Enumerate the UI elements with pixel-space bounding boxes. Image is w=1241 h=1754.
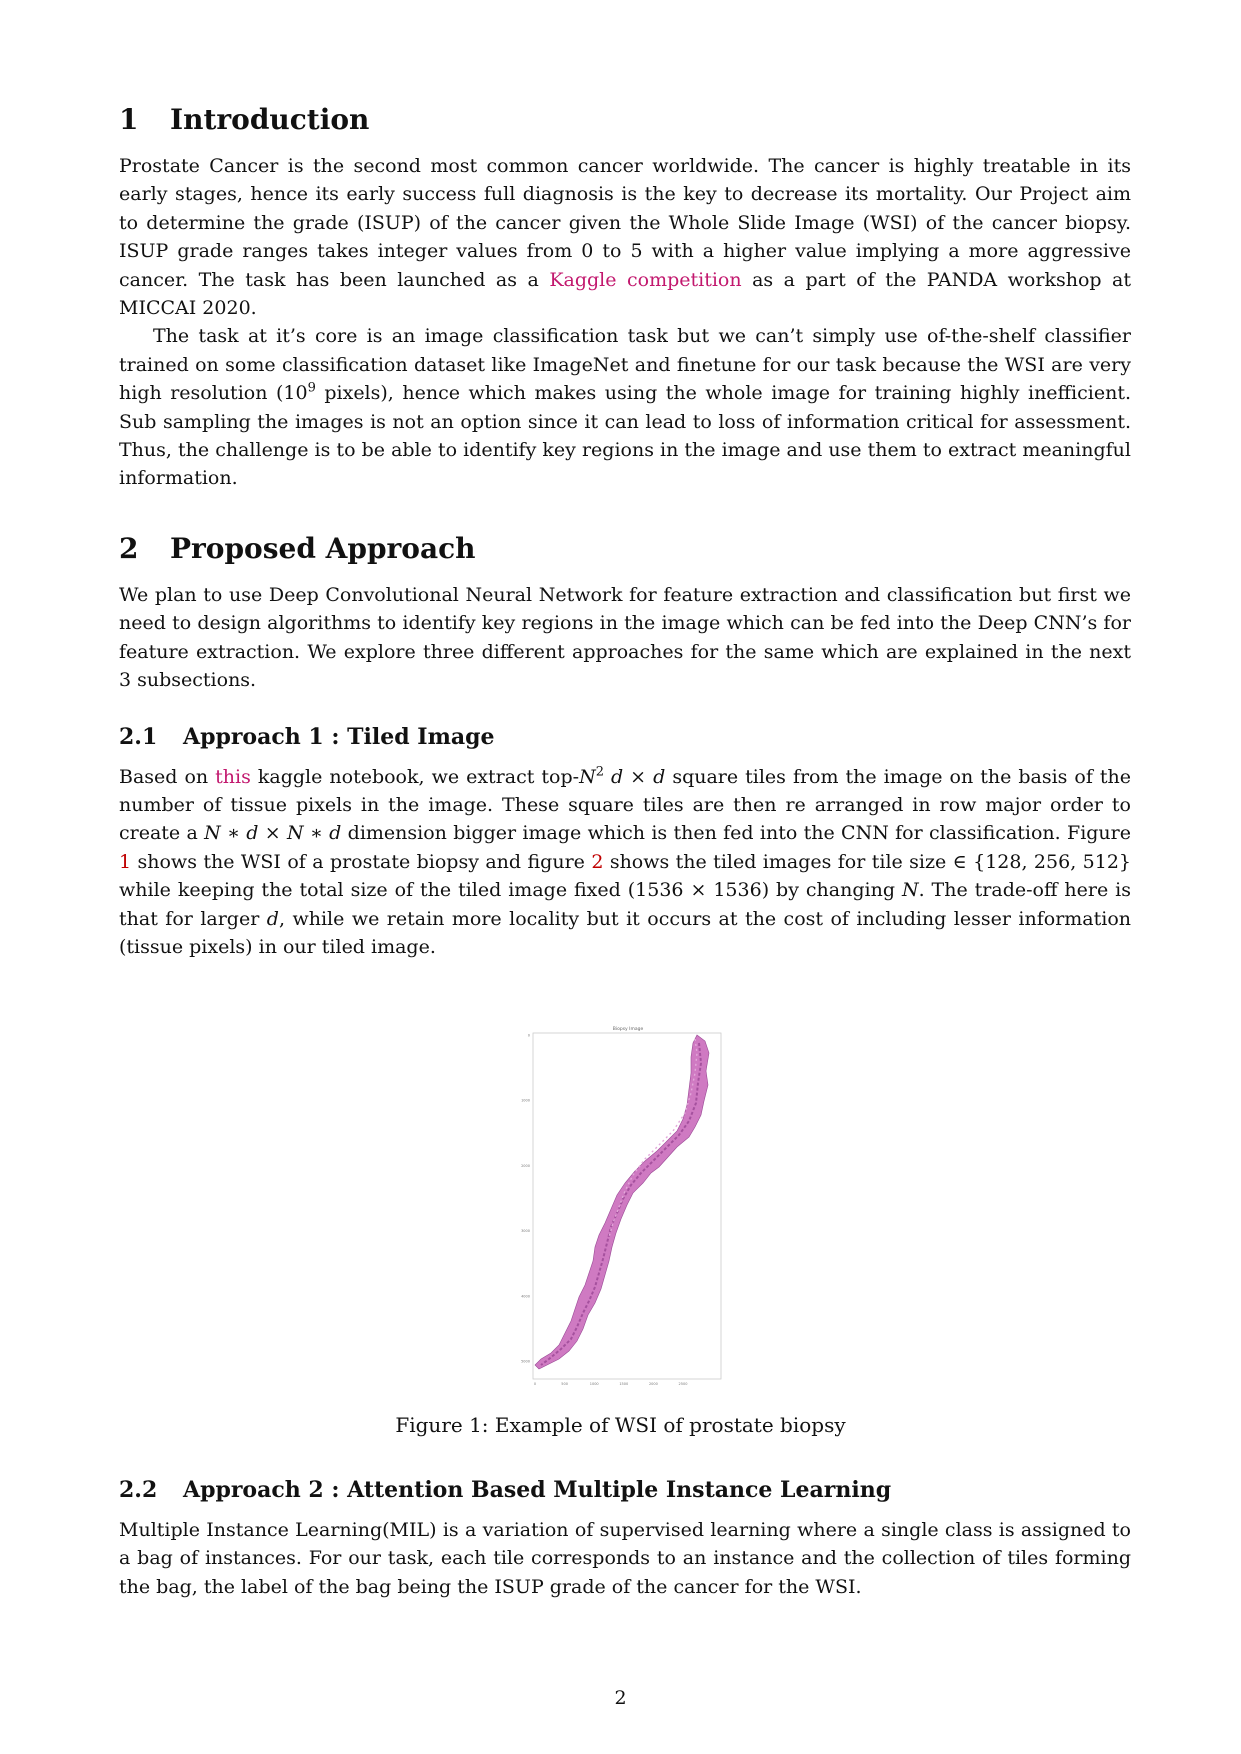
y-axis (521, 1034, 530, 1364)
text-run: dimension bigger image which is then fed into the CNN for classification. Figure (341, 822, 1131, 845)
intro-paragraph-2 (119, 322, 1131, 492)
text-run: shows the tiled images for tile size ∈ {128, 256, 512} while keeping the total size of the tiled image fixed (1536 × 1536) by changing (119, 850, 1131, 902)
subsection-2-2-block (119, 1474, 1131, 1601)
x-tick-label: 2000 (648, 1382, 658, 1386)
y-tick-label: 2000 (521, 1163, 530, 1168)
subsection-number: 2.1 (119, 723, 158, 750)
kaggle-competition-link[interactable]: Kaggle competition (549, 268, 742, 291)
text-run: shows the WSI of a prostate biopsy and figure (131, 850, 592, 873)
approach-paragraph: We plan to use Deep Convolutional Neural Network for feature extraction and classification but first we need to design algorithms to identify key regions in the image which can be fed into the Deep CNN’s for feature extraction. We explore three different approaches for the same which are explained in the next 3 subsections. (119, 583, 1131, 692)
tiled-image-paragraph (119, 763, 1131, 962)
x-tick-label: 1000 (589, 1382, 599, 1386)
text-run: square tiles from the image on the basis of the number of tissue pixels in the image. These square tiles are then re arranged in row major order to create a (119, 765, 1132, 845)
section-2-heading (119, 529, 1131, 569)
page-body (119, 100, 1131, 961)
intro-paragraph-1 (119, 152, 1131, 322)
x-tick-label: 1500 (619, 1382, 629, 1386)
superscript: 9 (307, 380, 316, 396)
y-tick-label: 1000 (521, 1098, 530, 1103)
math-N: N (579, 765, 596, 788)
subsection-2-1-heading (119, 721, 1131, 753)
text-run: Prostate Cancer is the second most common cancer worldwide. The cancer is highly treatable in its early stages, hence its early success full diagnosis is the key to decrease its mortality. Our Project aim to determine the grade (ISUP) of the cancer given the Whole Slide Image (WSI) of the cancer biopsy. ISUP grade ranges takes integer values from 0 to 5 with a higher value implying a more aggressive cancer. The task has been launched as a (119, 155, 1131, 291)
section-1-heading (119, 100, 1131, 140)
text-run: as a part of the PANDA workshop at MICCAI 2020. (119, 268, 1132, 320)
x-axis (534, 1382, 688, 1386)
biopsy-image-plot (513, 1023, 725, 1391)
text-run: Based on (119, 765, 216, 788)
math-d: d (266, 907, 279, 930)
x-tick-label: 2500 (678, 1382, 688, 1386)
section-title: Proposed Approach (170, 531, 476, 565)
x-tick-label: 0 (533, 1382, 537, 1386)
text-run: The task at it’s core is an image classification task but we can’t simply use of-the-shelf classifier trained on some classification dataset like ImageNet and finetune for our task because the WSI are very high resolution (10 (119, 325, 1131, 405)
y-tick-label: 3000 (521, 1229, 530, 1234)
subsection-number: 2.2 (119, 1477, 158, 1503)
math-d-by-d: d × d (611, 765, 666, 788)
text-run: . The trade-off here is that for larger (119, 879, 1131, 930)
x-tick-label: 500 (561, 1382, 568, 1386)
text-run: , while we retain more locality but it occurs at the cost of including lesser information (tissue pixels) in our tiled image. (119, 907, 1132, 958)
mil-paragraph: Multiple Instance Learning(MIL) is a variation of supervised learning where a single class is assigned to a bag of instances. For our task, each tile corresponds to an instance and the collection of tiles forming the bag, the label of the bag being the ISUP grade of the cancer for the WSI. (119, 1519, 1131, 1598)
y-tick-label: 0 (527, 1033, 530, 1038)
subsection-2-2-heading (119, 1474, 1131, 1506)
figure-1-ref[interactable]: 1 (119, 850, 132, 873)
text-run: pixels), hence which makes using the whole image for training highly inefficient. Sub sampling the images is not an option since it can lead to loss of information critical for assessment. Thus, the challenge is to be able to identify key regions in the image and use them to extract meaningful information. (119, 382, 1131, 490)
kaggle-notebook-link[interactable]: this (215, 765, 251, 788)
figure-1 (513, 1023, 725, 1391)
text-run: kaggle notebook, we extract top- (250, 765, 580, 788)
figure-2-ref[interactable]: 2 (591, 850, 604, 873)
y-tick-label: 4000 (521, 1294, 530, 1299)
figure-1-caption: Figure 1: Example of WSI of prostate biopsy (395, 1413, 846, 1437)
section-title: Introduction (170, 103, 370, 136)
math-N: N (901, 879, 919, 902)
math-dimension: N ∗ d × N ∗ d (204, 822, 342, 845)
section-number: 1 (119, 103, 139, 136)
y-tick-label: 5000 (521, 1359, 530, 1364)
subsection-title: Approach 1 : Tiled Image (183, 723, 495, 750)
section-number: 2 (119, 531, 139, 565)
subsection-title: Approach 2 : Attention Based Multiple Instance Learning (183, 1477, 892, 1503)
plot-title: Biopsy Image (612, 1027, 644, 1032)
superscript: 2 (595, 764, 604, 780)
page-number: 2 (614, 1687, 627, 1709)
